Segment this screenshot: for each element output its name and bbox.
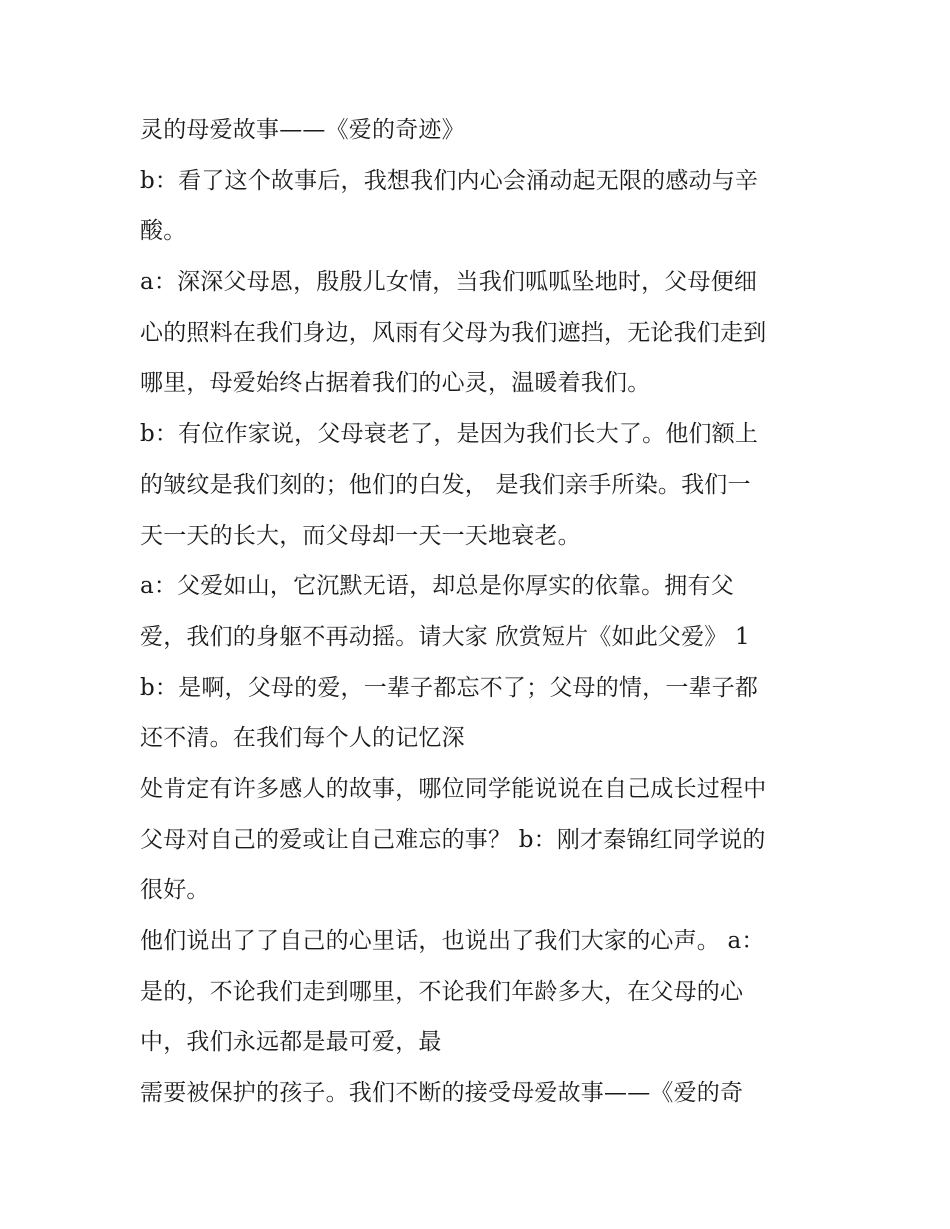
text-line: 还不清。在我们每个人的记忆深 (140, 725, 465, 752)
text-line: 处肯定有许多感人的故事，哪位同学能说说在自己成长过程中 (140, 775, 767, 802)
text-line: 中，我们永远都是最可爱，最 (140, 1029, 442, 1056)
text-line: 哪里，母爱始终占据着我们的心灵，温暖着我们。 (140, 370, 651, 397)
text-line: a：父爱如山，它沉默无语，却总是你厚实的依靠。拥有父 (140, 573, 734, 600)
text-line: 需要被保护的孩子。我们不断的接受母爱故事——《爱的奇 (140, 1080, 744, 1107)
text-line: b：有位作家说，父母衰老了，是因为我们长大了。他们额上 (140, 421, 759, 448)
text-line: b：看了这个故事后，我想我们内心会涌动起无限的感动与辛 (140, 167, 759, 194)
text-line: a：深深父母恩，殷殷儿女情，当我们呱呱坠地时，父母便细 (140, 269, 758, 296)
text-line: 天一天的长大，而父母却一天一天地衰老。 (140, 522, 581, 549)
text-line: 爱，我们的身躯不再动摇。请大家 欣赏短片《如此父爱》 1 (140, 623, 750, 650)
text-line: 心的照料在我们身边，风雨有父母为我们遮挡，无论我们走到 (140, 319, 767, 346)
document-body (140, 105, 830, 1119)
text-line: 是的，不论我们走到哪里，不论我们年龄多大，在父母的心 (140, 978, 744, 1005)
text-line: 很好。 (140, 877, 210, 904)
text-line: 灵的母爱故事——《爱的奇迹》 (140, 117, 465, 143)
text-line: b：是啊，父母的爱，一辈子都忘不了；父母的情，一辈子都 (140, 674, 759, 701)
text-line: 酸。 (140, 218, 187, 245)
text-line: 的皱纹是我们刻的；他们的白发， 是我们亲手所染。我们一 (140, 471, 751, 498)
text-line: 他们说出了了自己的心里话，也说出了我们大家的心声。 a： (140, 928, 765, 954)
text-line: 父母对自己的爱或让自己难忘的事？ b：刚才秦锦红同学说的 (140, 826, 766, 853)
